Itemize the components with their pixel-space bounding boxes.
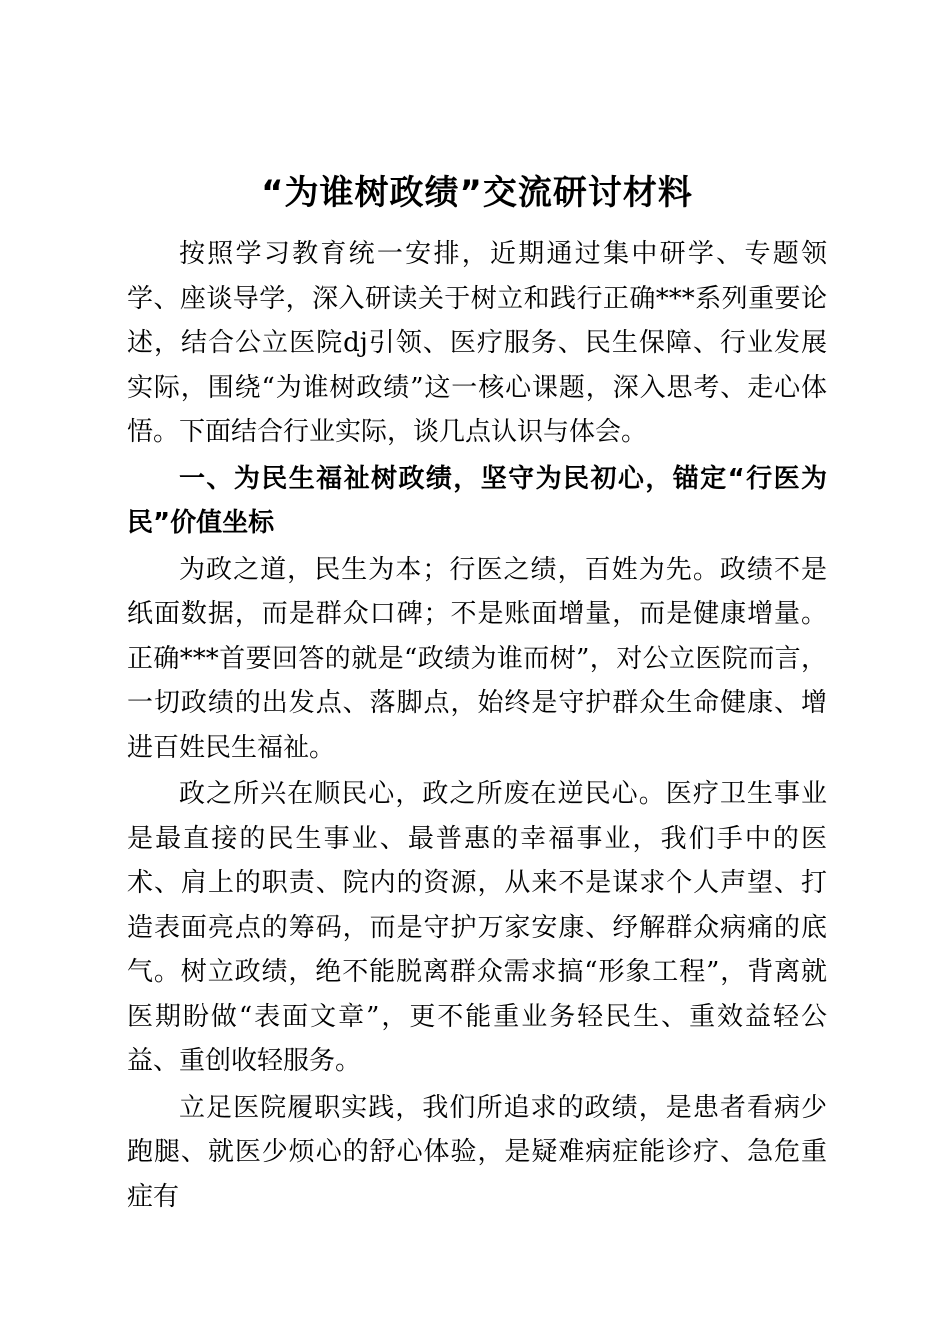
document-title: “为谁树政绩”交流研讨材料 <box>261 173 693 213</box>
body-paragraph: 为政之道，民生为本；行医之绩，百姓为先。政绩不是纸面数据，而是群众口碑；不是账面增量，而是健康增量。正确***首要回答的就是“政绩为谁而树”，对公立医院而言，一切政绩的出发点、落脚点，始终是守护群众生命健康、增进百姓民生福祉。 <box>127 554 827 763</box>
intro-paragraph: 按照学习教育统一安排，近期通过集中研学、专题领学、座谈导学，深入研读关于树立和践行正确***系列重要论述，结合公立医院dj引领、医疗服务、民生保障、行业发展实际，围绕“为谁树政绩”这一核心课题，深入思考、走心体悟。下面结合行业实际，谈几点认识与体会。 <box>127 239 827 447</box>
body-paragraph: 政之所兴在顺民心，政之所废在逆民心。医疗卫生事业是最直接的民生事业、最普惠的幸福事业，我们手中的医术、肩上的职责、院内的资源，从来不是谋求个人声望、打造表面亮点的筹码，而是守护万家安康、纾解群众病痛的底气。树立政绩，绝不能脱离群众需求搞“形象工程”，背离就医期盼做“表面文章”，更不能重业务轻民生、重效益轻公益、重创收轻服务。 <box>127 779 827 1076</box>
section-heading-1: 一、为民生福祉树政绩，坚守为民初心，锚定“行医为民”价值坐标 <box>127 463 827 538</box>
body-paragraph: 立足医院履职实践，我们所追求的政绩，是患者看病少跑腿、就医少烦心的舒心体验，是疑难病症能诊疗、急危重症有 <box>127 1092 827 1212</box>
document-page <box>127 168 827 1221</box>
